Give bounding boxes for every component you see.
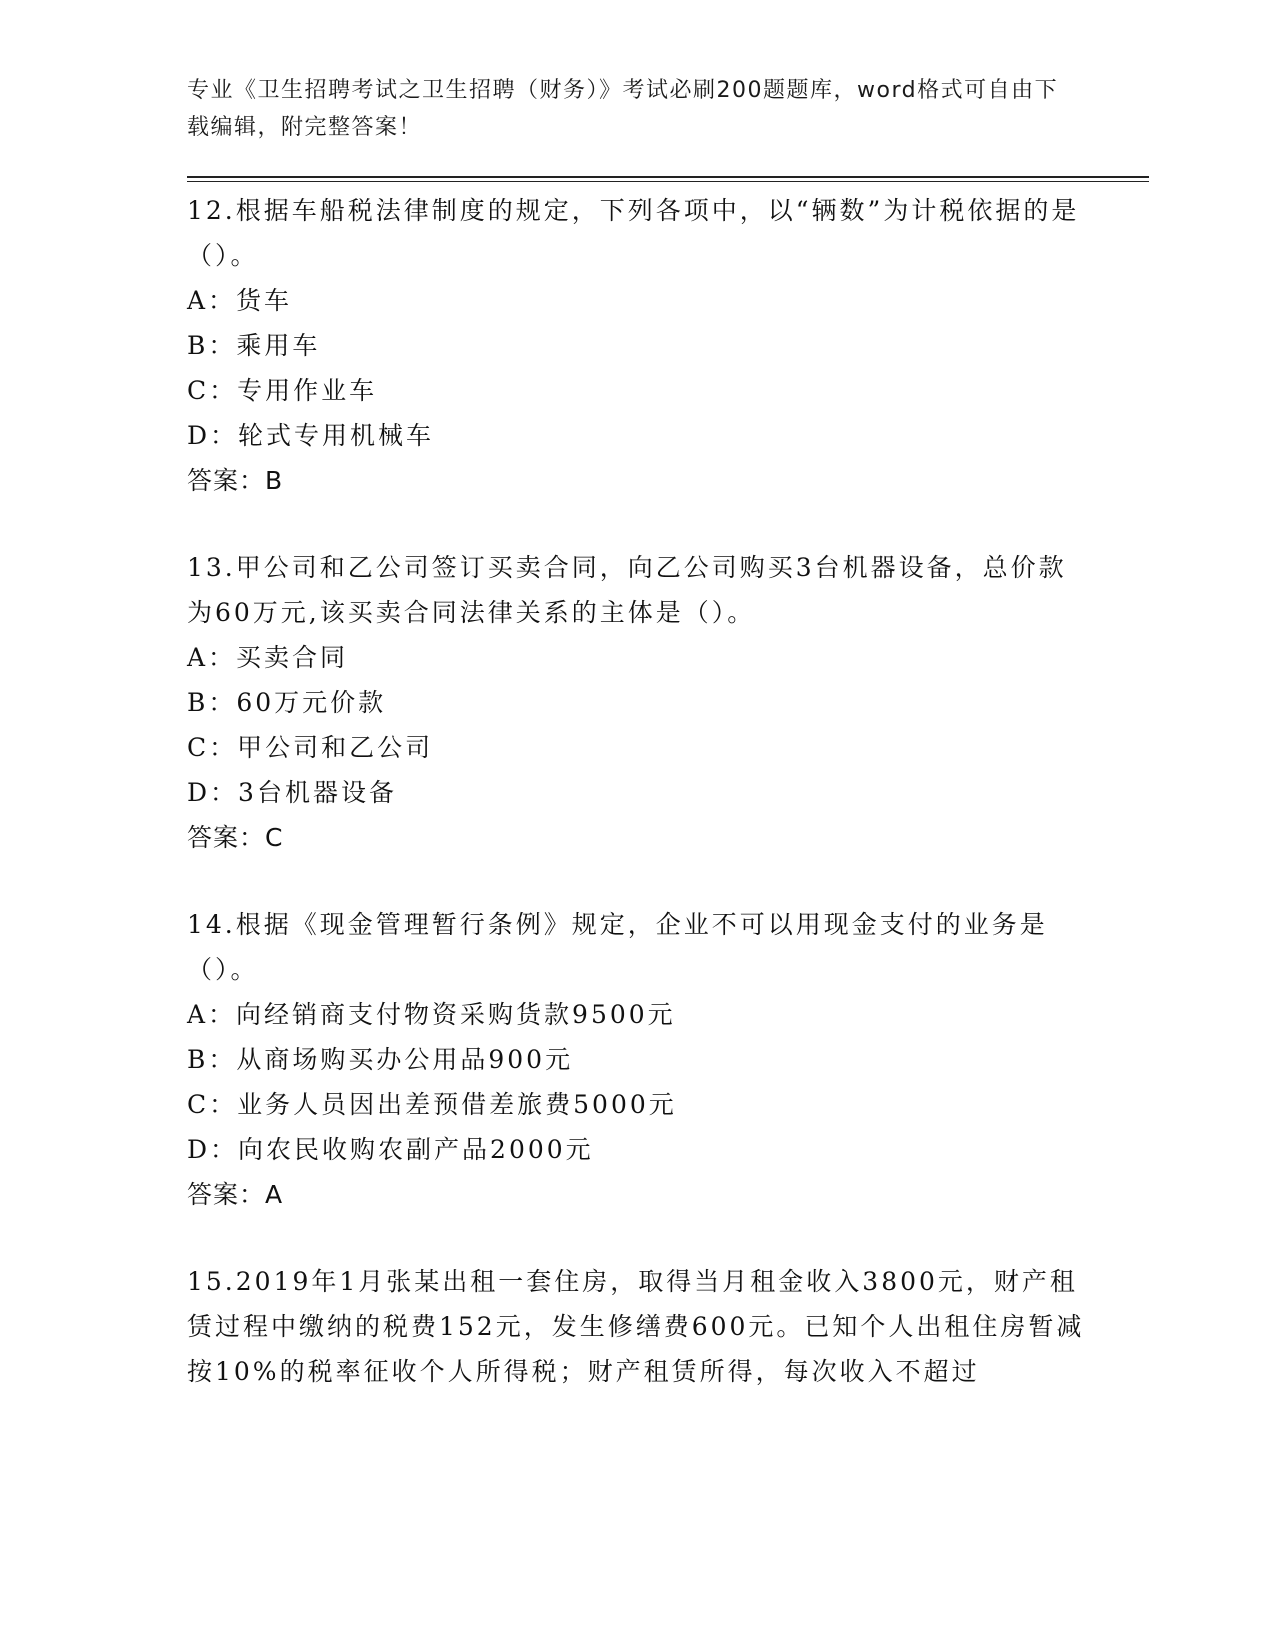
option-a: A：向经销商支付物资采购货款9500元 [187,1000,676,1029]
option-b: B：从商场购买办公用品900元 [187,1045,574,1074]
question-stem: 14.根据《现金管理暂行条例》规定，企业不可以用现金支付的业务是（）。 [187,910,1048,984]
option-b: B：60万元价款 [187,688,387,717]
option-c: C：专用作业车 [187,376,378,405]
header-divider-thick [187,176,1149,178]
question-14 [187,902,1087,1217]
option-c: C：业务人员因出差预借差旅费5000元 [187,1090,677,1119]
question-stem: 12.根据车船税法律制度的规定，下列各项中，以“辆数”为计税依据的是（）。 [187,196,1080,270]
answer-line: 答案：C [187,823,284,852]
question-stem: 13.甲公司和乙公司签订买卖合同，向乙公司购买3台机器设备，总价款为60万元,该买卖合同法律关系的主体是（）。 [187,553,1067,627]
option-b: B：乘用车 [187,331,321,360]
answer-line: 答案：A [187,1180,284,1209]
option-a: A：买卖合同 [187,643,349,672]
option-d: D：向农民收购农副产品2000元 [187,1135,594,1164]
question-stem: 15.2019年1月张某出租一套住房，取得当月租金收入3800元，财产租赁过程中缴纳的税费152元，发生修缮费600元。已知个人出租住房暂减按10%的税率征收个人所得税；财产租赁所得，每次收入不超过 [187,1267,1085,1386]
option-d: D：轮式专用机械车 [187,421,435,450]
document-header: 专业《卫生招聘考试之卫生招聘（财务）》考试必刷200题题库，word格式可自由下载编辑，附完整答案！ [187,78,1059,140]
question-15 [187,1259,1087,1394]
question-13 [187,545,1087,860]
option-d: D：3台机器设备 [187,778,397,807]
question-list [187,188,1087,1436]
option-c: C：甲公司和乙公司 [187,733,434,762]
question-12 [187,188,1087,503]
answer-line: 答案：B [187,466,284,495]
header-divider-thin [187,181,1149,182]
option-a: A：货车 [187,286,293,315]
